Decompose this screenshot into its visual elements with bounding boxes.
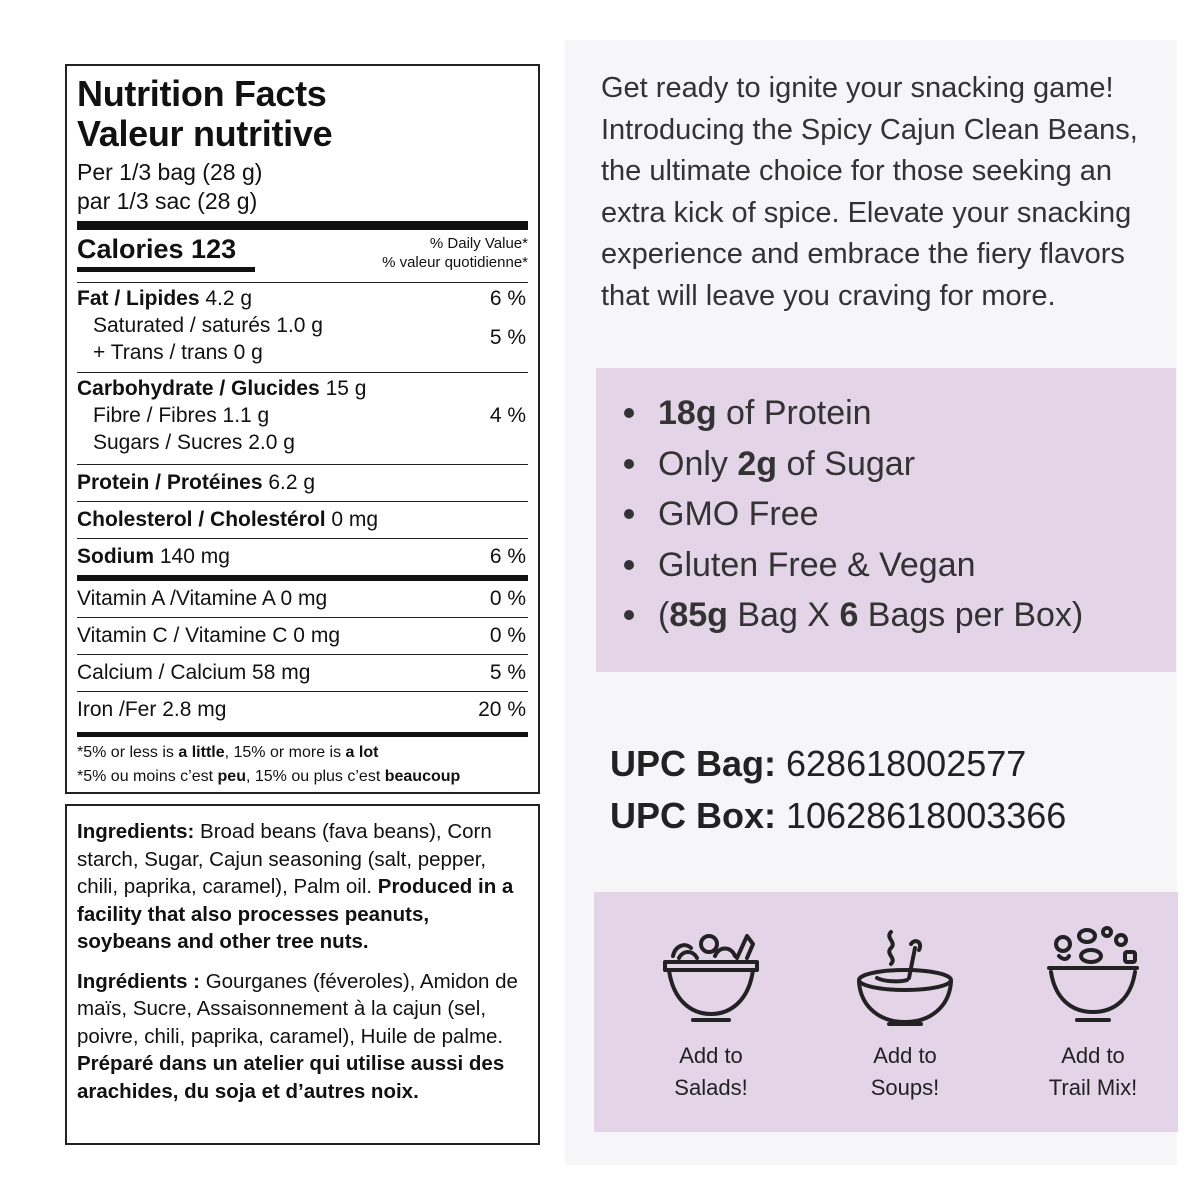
daily-value-header <box>382 234 528 270</box>
dv-header-en: % Daily Value* <box>429 235 528 252</box>
calories-underline <box>77 267 255 272</box>
ingredients-fr-text: Gourganes (féveroles), Amidon de maïs, Sucre, Assaisonnement à la cajun (sel, poivre, chili, paprika, caramel), Huile de palme. <box>77 969 518 1048</box>
fat-value: 4.2 g <box>199 287 253 310</box>
serving-ideas-panel <box>594 892 1178 1132</box>
calories-row <box>77 230 528 270</box>
ingredients-en-text: Broad beans (fava beans), Corn starch, Sugar, Cajun seasoning (salt, pepper, chili, paprika, caramel), Palm oil. <box>77 820 492 898</box>
bullet-icon <box>624 610 634 620</box>
fibre-row: Fibre / Fibres 1.1 g <box>93 404 270 427</box>
daily-value-footnote <box>77 732 528 789</box>
salad-bowl-icon <box>651 922 771 1032</box>
use-salads <box>636 922 786 1104</box>
feature-protein: 18g of Protein <box>624 388 1176 439</box>
vitamin-a-pct: 0 % <box>489 587 526 610</box>
ingredients-en-label: Ingredients: <box>77 820 195 843</box>
sodium-label: Sodium <box>77 545 154 568</box>
iron-label: Iron /Fer 2.8 mg <box>77 698 227 721</box>
carbohydrate-group <box>77 372 528 464</box>
protein-row <box>77 464 528 501</box>
features-panel <box>596 368 1176 672</box>
carb-value: 15 g <box>319 377 367 400</box>
saturated-row: Saturated / saturés 1.0 g <box>93 314 323 337</box>
iron-pct: 20 % <box>478 698 526 721</box>
cholesterol-row <box>77 501 528 538</box>
use-trail-mix <box>1018 922 1168 1104</box>
upc-bag: UPC Bag: 628618002577 <box>610 743 1027 784</box>
thick-divider <box>77 221 528 230</box>
allergen-en: Produced in a facility that also processes peanuts, soybeans and other tree nuts. <box>77 875 514 953</box>
protein-value: 6.2 g <box>262 471 316 494</box>
sodium-pct: 6 % <box>489 545 526 568</box>
iron-row <box>77 691 528 728</box>
carb-label: Carbohydrate / Glucides <box>77 377 320 400</box>
vitamin-a-row <box>77 581 528 617</box>
sodium-row <box>77 538 528 575</box>
use-soups-label: Add to Soups! <box>870 1043 940 1100</box>
allergen-fr: Préparé dans un atelier qui utilise aussi des arachides, du soja et d’autres noix. <box>77 1052 505 1103</box>
bullet-icon <box>624 509 634 519</box>
nutrition-title-en: Nutrition Facts <box>77 73 327 114</box>
feature-bag-count: (85g Bag X 6 Bags per Box) <box>624 590 1176 641</box>
calcium-row <box>77 654 528 691</box>
calcium-label: Calcium / Calcium 58 mg <box>77 661 311 684</box>
ingredients-en <box>77 818 528 956</box>
dv-header-fr: % valeur quotidienne* <box>382 254 528 271</box>
vitamin-c-row <box>77 617 528 654</box>
vitamin-c-label: Vitamin C / Vitamine C 0 mg <box>77 624 340 647</box>
vitamin-c-pct: 0 % <box>489 624 526 647</box>
footnote-en: *5% or less is a little, 15% or more is a lot <box>77 744 379 761</box>
feature-gluten-free-vegan: Gluten Free & Vegan <box>624 540 1176 591</box>
protein-label: Protein / Protéines <box>77 471 263 494</box>
fat-group <box>77 282 528 372</box>
vitamin-a-label: Vitamin A /Vitamine A 0 mg <box>77 587 328 610</box>
feature-sugar: Only 2g of Sugar <box>624 439 1176 490</box>
use-salads-label: Add to Salads! <box>674 1043 748 1100</box>
serving-size-en: Per 1/3 bag (28 g) <box>77 159 263 185</box>
sat-trans-pct: 5 % <box>489 326 526 349</box>
upc-box: UPC Box: 10628618003366 <box>610 795 1067 836</box>
soup-bowl-icon <box>845 922 965 1032</box>
use-trail-mix-label: Add to Trail Mix! <box>1048 1043 1138 1100</box>
nutrition-title-fr: Valeur nutritive <box>77 113 333 154</box>
upc-codes <box>610 738 1066 842</box>
trans-row: + Trans / trans 0 g <box>93 341 263 364</box>
cholesterol-label: Cholesterol / Cholestérol <box>77 508 326 531</box>
use-soups <box>830 922 980 1104</box>
bullet-icon <box>624 560 634 570</box>
footnote-fr: *5% ou moins c’est peu, 15% ou plus c’est beaucoup <box>77 768 461 785</box>
nutrition-facts-table <box>65 64 540 794</box>
sugars-row: Sugars / Sucres 2.0 g <box>93 431 295 454</box>
fat-pct: 6 % <box>489 287 526 310</box>
cholesterol-value: 0 mg <box>325 508 379 531</box>
serving-size-fr: par 1/3 sac (28 g) <box>77 188 258 214</box>
fibre-pct: 4 % <box>489 404 526 427</box>
ingredients-box <box>65 804 540 1145</box>
fat-label: Fat / Lipides <box>77 287 200 310</box>
product-description: Get ready to ignite your snacking game! Introducing the Spicy Cajun Clean Beans, the ultimate choice for those seeking an extra kick of spice. Elevate your snacking experience and embrace the fiery flavors that will leave you craving for more. <box>601 72 1138 312</box>
bullet-icon <box>624 459 634 469</box>
calories-label: Calories 123 <box>77 234 237 264</box>
feature-gmo-free: GMO Free <box>624 489 1176 540</box>
sodium-value: 140 mg <box>154 545 230 568</box>
trail-mix-bowl-icon <box>1033 922 1153 1032</box>
bullet-icon <box>624 408 634 418</box>
calcium-pct: 5 % <box>489 661 526 684</box>
ingredients-fr <box>77 968 528 1106</box>
ingredients-fr-label: Ingrédients : <box>77 969 201 993</box>
